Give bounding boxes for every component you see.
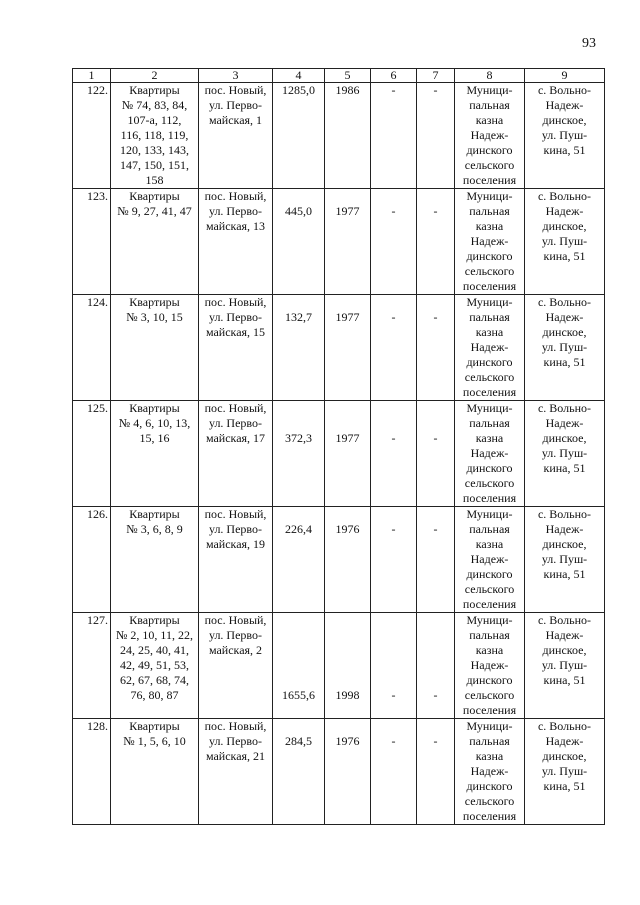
object-address: пос. Новый, ул. Перво- майская, 17 — [199, 401, 273, 507]
object-year: 1998 — [325, 613, 371, 719]
object-owner: Муници- пальная казна Надеж- динского сельского поселения — [455, 401, 525, 507]
row-number: 128. — [73, 719, 111, 825]
object-area: 1285,0 — [273, 83, 325, 189]
column-7-value: - — [417, 189, 455, 295]
object-owner: Муници- пальная казна Надеж- динского сельского поселения — [455, 189, 525, 295]
object-name: Квартиры № 2, 10, 11, 22, 24, 25, 40, 41, 42, 49, 51, 53, 62, 67, 68, 74, 76, 80, 87 — [111, 613, 199, 719]
owner-location: с. Вольно- Надеж- динское, ул. Пуш- кина, 51 — [525, 719, 605, 825]
column-7-value: - — [417, 401, 455, 507]
object-area: 1655,6 — [273, 613, 325, 719]
table-row — [73, 295, 605, 401]
column-7-value: - — [417, 613, 455, 719]
column-7-value: - — [417, 507, 455, 613]
column-7-value: - — [417, 295, 455, 401]
table-row — [73, 507, 605, 613]
table-row — [73, 401, 605, 507]
object-year: 1976 — [325, 507, 371, 613]
object-year: 1976 — [325, 719, 371, 825]
object-name: Квартиры № 1, 5, 6, 10 — [111, 719, 199, 825]
object-year: 1986 — [325, 83, 371, 189]
header-col-5: 5 — [325, 69, 371, 83]
object-year: 1977 — [325, 189, 371, 295]
row-number: 127. — [73, 613, 111, 719]
table-row — [73, 189, 605, 295]
table-row — [73, 83, 605, 189]
row-number: 125. — [73, 401, 111, 507]
table-row — [73, 719, 605, 825]
column-7-value: - — [417, 83, 455, 189]
object-address: пос. Новый, ул. Перво- майская, 19 — [199, 507, 273, 613]
column-6-value: - — [371, 507, 417, 613]
property-register-table — [72, 68, 605, 825]
object-name: Квартиры № 4, 6, 10, 13, 15, 16 — [111, 401, 199, 507]
object-area: 445,0 — [273, 189, 325, 295]
header-row — [73, 69, 605, 83]
column-6-value: - — [371, 83, 417, 189]
owner-location: с. Вольно- Надеж- динское, ул. Пуш- кина, 51 — [525, 613, 605, 719]
object-year: 1977 — [325, 295, 371, 401]
object-name: Квартиры № 9, 27, 41, 47 — [111, 189, 199, 295]
table-body — [73, 83, 605, 825]
header-col-1: 1 — [73, 69, 111, 83]
column-6-value: - — [371, 401, 417, 507]
object-name: Квартиры № 3, 6, 8, 9 — [111, 507, 199, 613]
object-year: 1977 — [325, 401, 371, 507]
header-col-3: 3 — [199, 69, 273, 83]
column-6-value: - — [371, 295, 417, 401]
object-address: пос. Новый, ул. Перво- майская, 15 — [199, 295, 273, 401]
object-area: 226,4 — [273, 507, 325, 613]
object-address: пос. Новый, ул. Перво- майская, 1 — [199, 83, 273, 189]
column-6-value: - — [371, 189, 417, 295]
object-area: 372,3 — [273, 401, 325, 507]
object-owner: Муници- пальная казна Надеж- динского сельского поселения — [455, 295, 525, 401]
object-area: 132,7 — [273, 295, 325, 401]
owner-location: с. Вольно- Надеж- динское, ул. Пуш- кина, 51 — [525, 507, 605, 613]
row-number: 123. — [73, 189, 111, 295]
column-7-value: - — [417, 719, 455, 825]
header-col-9: 9 — [525, 69, 605, 83]
row-number: 124. — [73, 295, 111, 401]
object-owner: Муници- пальная казна Надеж- динского сельского поселения — [455, 507, 525, 613]
object-address: пос. Новый, ул. Перво- майская, 21 — [199, 719, 273, 825]
object-address: пос. Новый, ул. Перво- майская, 13 — [199, 189, 273, 295]
header-col-6: 6 — [371, 69, 417, 83]
header-col-2: 2 — [111, 69, 199, 83]
owner-location: с. Вольно- Надеж- динское, ул. Пуш- кина, 51 — [525, 189, 605, 295]
column-6-value: - — [371, 613, 417, 719]
row-number: 126. — [73, 507, 111, 613]
owner-location: с. Вольно- Надеж- динское, ул. Пуш- кина, 51 — [525, 401, 605, 507]
header-col-7: 7 — [417, 69, 455, 83]
row-number: 122. — [73, 83, 111, 189]
object-owner: Муници- пальная казна Надеж- динского сельского поселения — [455, 613, 525, 719]
column-6-value: - — [371, 719, 417, 825]
header-col-4: 4 — [273, 69, 325, 83]
object-owner: Муници- пальная казна Надеж- динского сельского поселения — [455, 83, 525, 189]
owner-location: с. Вольно- Надеж- динское, ул. Пуш- кина, 51 — [525, 83, 605, 189]
owner-location: с. Вольно- Надеж- динское, ул. Пуш- кина, 51 — [525, 295, 605, 401]
object-name: Квартиры № 74, 83, 84, 107-а, 112, 116, 118, 119, 120, 133, 143, 147, 150, 151, 158 — [111, 83, 199, 189]
table-header — [73, 69, 605, 83]
object-address: пос. Новый, ул. Перво- майская, 2 — [199, 613, 273, 719]
header-col-8: 8 — [455, 69, 525, 83]
object-name: Квартиры № 3, 10, 15 — [111, 295, 199, 401]
object-owner: Муници- пальная казна Надеж- динского сельского поселения — [455, 719, 525, 825]
page-number: 93 — [582, 36, 596, 51]
table-row — [73, 613, 605, 719]
object-area: 284,5 — [273, 719, 325, 825]
